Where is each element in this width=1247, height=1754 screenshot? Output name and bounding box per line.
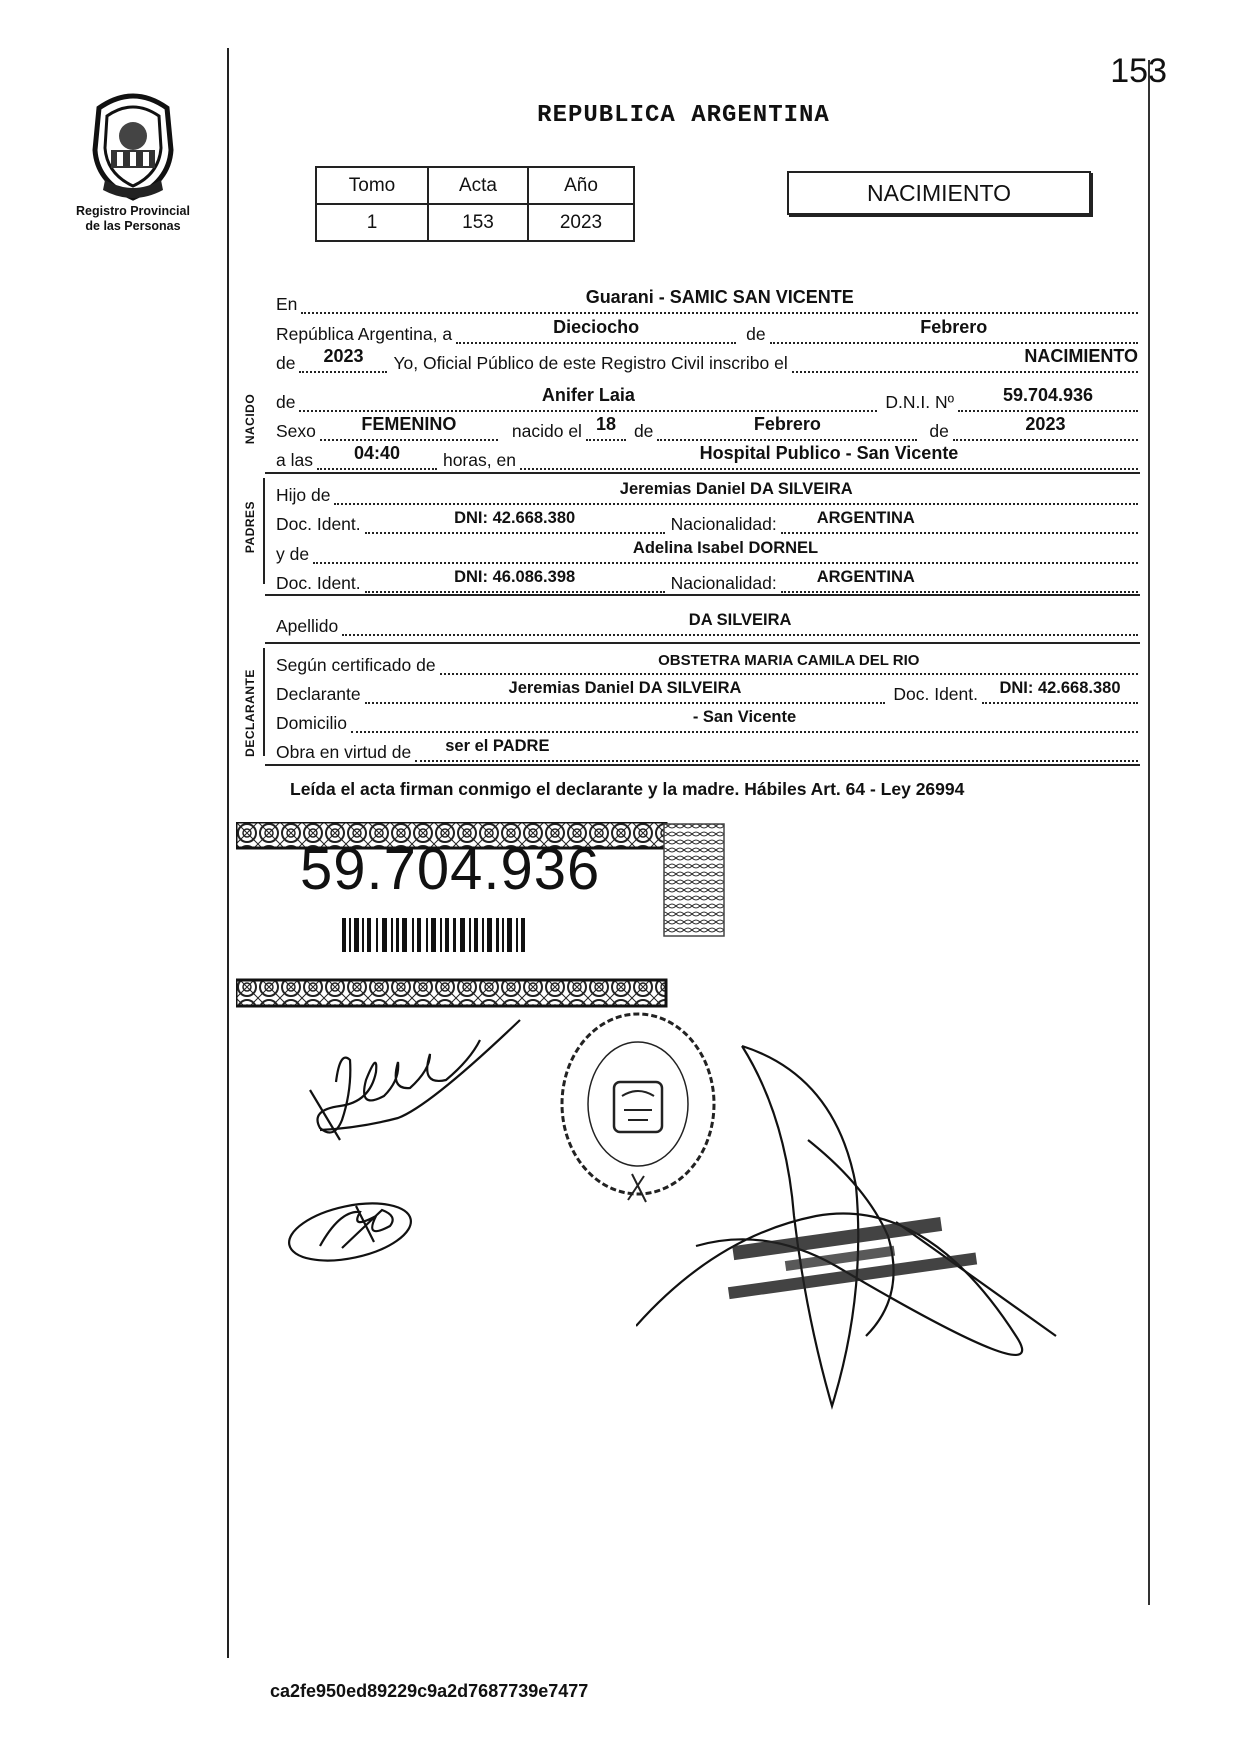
birth-de-label: de [633,421,654,441]
acta-table-header-row [316,167,634,204]
padre-doc: DNI: 42.668.380 [454,509,576,527]
inscribo-value: NACIMIENTO [1024,346,1138,366]
domicilio-label: Domicilio [276,713,347,733]
dni-value: 59.704.936 [1002,385,1094,405]
de-year-label: de [276,353,296,373]
a-las-label: a las [276,450,313,470]
de-label: de [746,324,766,344]
document-hash: ca2fe950ed89229c9a2d7687739e7477 [270,1681,589,1701]
sexo-label: Sexo [276,421,316,441]
row-sexo [276,413,1138,441]
obra-value: ser el PADRE [445,737,550,755]
padre-nac-label: Nacionalidad: [670,514,777,534]
anio-value: 2023 [528,204,634,241]
declarante-doc: DNI: 42.668.380 [999,679,1121,697]
certificado-value: OBSTETRA MARIA CAMILA DEL RIO [658,652,920,669]
row-inscribo [276,345,1138,373]
row-declarante [276,676,1138,704]
separator-apellido [265,642,1140,644]
padres-section-label: PADRES [243,500,257,554]
padre-doc-label: Doc. Ident. [276,514,361,534]
row-en [276,286,1138,314]
row-nombre [276,384,1138,412]
inscribo-label: Yo, Oficial Público de este Registro Civil inscribo el [393,353,788,373]
row-domicilio [276,705,1138,733]
separator-nacido [265,472,1140,474]
madre-doc: DNI: 46.086.398 [454,568,576,586]
page-number: 153 [1110,52,1167,90]
jefa-stamp-icon [722,1213,977,1299]
madre-nac: ARGENTINA [816,568,915,586]
barcode-icon [342,918,525,952]
apellido-value: DA SILVEIRA [688,611,792,629]
row-hora [276,442,1138,470]
y-de-label: y de [276,544,310,564]
document-type-box: NACIMIENTO [787,171,1091,215]
en-label: En [276,294,298,314]
tomo-header: Tomo [316,167,428,204]
country-title: REPUBLICA ARGENTINA [537,102,830,129]
obra-label: Obra en virtud de [276,742,412,762]
right-margin-line [1148,60,1150,1605]
certificado-label: Según certificado de [276,655,436,675]
en-value: Guarani - SAMIC SAN VICENTE [585,287,854,307]
tomo-value: 1 [316,204,428,241]
row-obra [276,734,1138,762]
apellido-label: Apellido [276,616,339,636]
anio-header: Año [528,167,634,204]
birth-year: 2023 [1025,414,1066,434]
month-value: Febrero [920,317,988,337]
declarante-doc-label: Doc. Ident. [893,684,978,704]
signatures [280,1010,540,1270]
sexo-value: FEMENINO [361,414,457,434]
hijo-de-label: Hijo de [276,485,331,505]
acta-header: Acta [428,167,528,204]
row-madre [276,536,1138,564]
acta-table-value-row [316,204,634,241]
birth-de2-label: de [929,421,949,441]
padre-value: Jeremias Daniel DA SILVEIRA [619,480,853,498]
madre-doc-label: Doc. Ident. [276,573,361,593]
declarante-bracket [263,648,265,756]
day-value: Dieciocho [553,317,640,337]
row-apellido [276,608,1138,636]
horas-en-label: horas, en [442,450,516,470]
declarante-signature-icon [310,1020,520,1140]
madre-signature-icon [284,1194,416,1270]
row-padre [276,477,1138,505]
row-padre-doc [276,506,1138,534]
nacido-section-label: NACIDO [243,393,257,445]
padre-nac: ARGENTINA [816,509,915,527]
official-signature-icon [636,1046,1056,1406]
registry-line-2: de las Personas [85,219,181,233]
year-value: 2023 [323,346,364,366]
left-margin-line [227,48,229,1658]
republica-label: República Argentina, a [276,324,453,344]
row-madre-doc [276,565,1138,593]
registry-line-1: Registro Provincial [76,204,190,218]
madre-value: Adelina Isabel DORNEL [632,539,819,557]
separator-declarante [265,764,1140,766]
nacido-el-label: nacido el [511,421,582,441]
official-signature [636,1036,1076,1428]
separator-padres [265,594,1140,596]
declarante-label: Declarante [276,684,361,704]
sticker-number: 59.704.936 [300,837,601,902]
declarante-section-label: DECLARANTE [243,669,257,757]
domicilio-value: - San Vicente [692,708,797,726]
madre-nac-label: Nacionalidad: [670,573,777,593]
declarante-value: Jeremias Daniel DA SILVEIRA [508,679,742,697]
birth-day: 18 [595,414,616,434]
lugar-value: Hospital Publico - San Vicente [699,443,959,463]
padres-bracket [263,478,265,584]
acta-table [315,166,635,242]
nombre-value: Anifer Laia [541,385,635,405]
acta-value: 153 [428,204,528,241]
dni-label: D.N.I. Nº [885,392,954,412]
row-certificado [276,647,1138,675]
closing-text: Leída el acta firman conmigo el declarante y la madre. Hábiles Art. 64 - Ley 26994 [290,779,965,799]
hora-value: 04:40 [353,443,400,463]
birth-month: Febrero [753,414,821,434]
row-fecha [276,316,1138,344]
de-nombre-label: de [276,392,296,412]
